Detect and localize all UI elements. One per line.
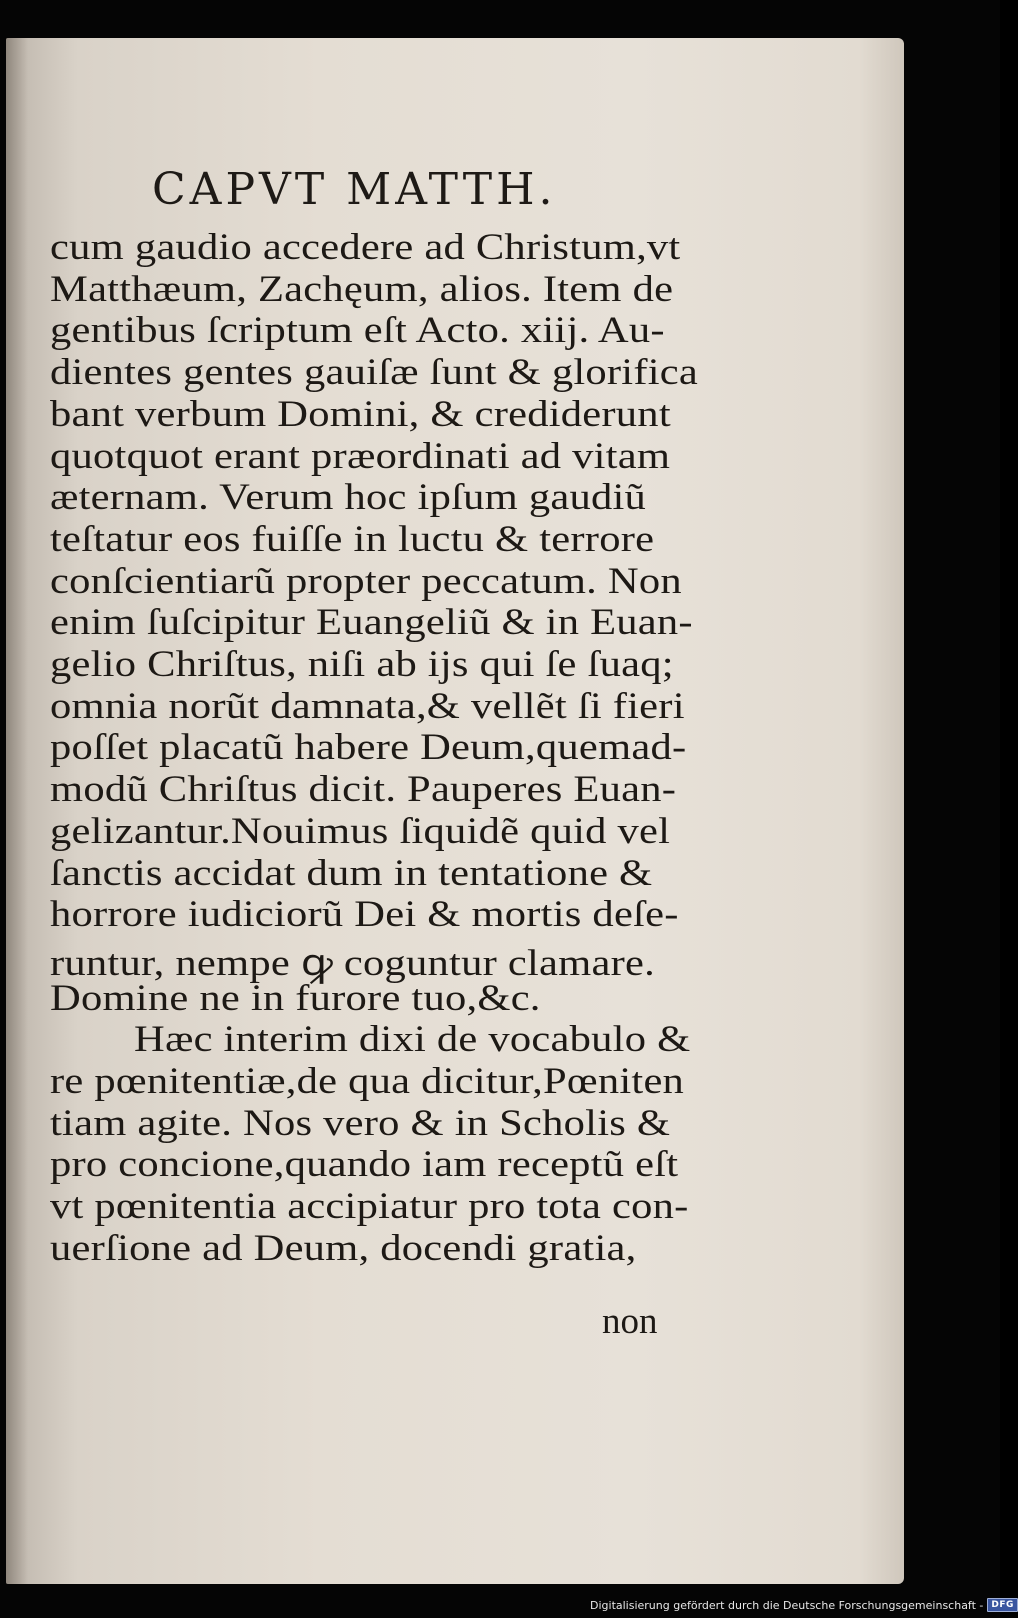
paragraph-first-line: Hæc interim dixi de vocabulo &: [134, 1019, 691, 1061]
text-line: quotquot erant præordinati ad vitam: [50, 435, 671, 477]
text-line: gentibus ſcriptum eſt Acto. xiij. Au-: [50, 310, 665, 352]
credit-text: Digitalisierung gefördert durch die Deutsche Forschungsgemeinschaft -: [590, 1598, 984, 1612]
text-line: Domine ne in furore tuo,&c.: [50, 977, 541, 1019]
book-page: [6, 38, 904, 1584]
catchword: non: [602, 1301, 658, 1342]
text-line: gelizantur.Nouimus ſiquidẽ quid vel: [50, 810, 671, 852]
text-line: cum gaudio accedere ad Christum,vt: [50, 227, 681, 268]
text-line: teſtatur eos fuiſſe in luctu & terrore: [50, 518, 655, 560]
text-line: runtur, nempe ꝙ coguntur clamare.: [50, 942, 655, 984]
text-line: dientes gentes gauiſæ ſunt & glorifica: [50, 352, 699, 394]
text-line: horrore iudiciorũ Dei & mortis deſe-: [50, 894, 679, 936]
text-line: Matthæum, Zachęum, alios. Item de: [50, 268, 674, 310]
text-line: omnia norũt damnata,& vellẽt ſi fieri: [50, 685, 685, 727]
text-line: ſanctis accidat dum in tentatione &: [50, 852, 653, 894]
text-line: enim ſuſcipitur Euangeliũ & in Euan-: [50, 602, 693, 644]
text-line: uerſione ad Deum, docendi gratia,: [50, 1227, 637, 1269]
text-line: modũ Chriſtus dicit. Pauperes Euan-: [50, 769, 677, 811]
text-line: vt pœnitentia accipiatur pro tota con-: [50, 1186, 689, 1228]
text-line: conſcientiarũ propter peccatum. Non: [50, 560, 682, 602]
text-line: re pœnitentiæ,de qua dicitur,Pœniten: [50, 1061, 685, 1102]
running-head: CAPVT MATTH.: [152, 164, 557, 215]
text-line: bant verbum Domini, & crediderunt: [50, 393, 671, 435]
text-line: æternam. Verum hoc ipſum gaudiũ: [50, 477, 647, 519]
dfg-logo-icon: DFG: [987, 1598, 1018, 1612]
digitization-credit: [590, 1596, 1014, 1614]
text-line: gelio Chriſtus, niſi ab ijs qui ſe ſuaq;: [50, 644, 674, 685]
text-line: tiam agite. Nos vero & in Scholis &: [50, 1102, 671, 1144]
text-line: pro concione,quando iam receptũ eſt: [50, 1144, 679, 1186]
text-line: poſſet placatũ habere Deum,quemad-: [50, 727, 687, 769]
